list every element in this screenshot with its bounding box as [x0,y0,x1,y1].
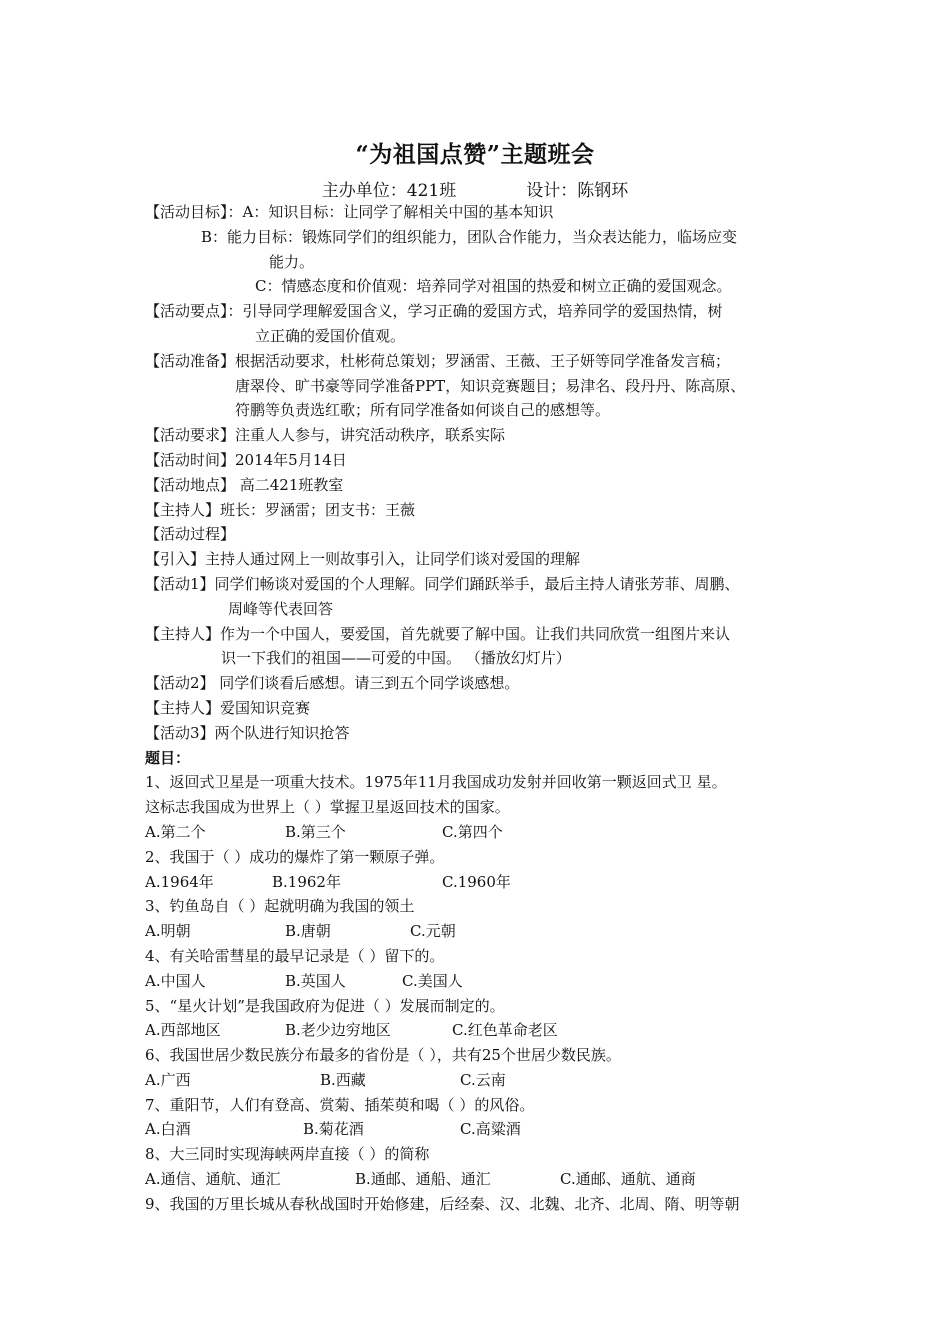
activity2: 【活动2】 同学们谈看后感想。请三到五个同学谈感想。 [145,674,520,693]
keypoints-line1: 【活动要点】：引导同学理解爱国含义，学习正确的爱国方式，培养同学的爱国热情，树 [145,302,723,321]
activity-place: 【活动地点】 高二421班教室 [145,475,344,494]
document-body [145,200,825,1217]
option-c: C.第四个 [442,822,503,841]
option-a: A.广西 [145,1070,191,1089]
question-2-options [145,870,825,895]
question-2: 2、我国于（ ）成功的爆炸了第一颗原子弹。 [145,847,445,866]
option-b: B.第三个 [285,822,346,841]
hosts: 【主持人】班长：罗涵雷；团支书：王薇 [145,500,416,519]
option-a: A.明朝 [145,922,191,941]
option-a: A.通信、通航、通汇 [145,1170,281,1189]
goal-c: C：情感态度和价值观：培养同学对祖国的热爱和树立正确的爱国观念。 [255,277,732,296]
question-8-options [145,1167,825,1192]
activity3: 【活动3】两个队进行知识抢答 [145,723,350,742]
question-3: 3、钓鱼岛自（ ）起就明确为我国的领土 [145,897,415,916]
question-3-options [145,919,825,944]
goal-a: A：知识目标：让同学了解相关中国的基本知识 [242,203,554,221]
question-6-options [145,1068,825,1093]
process-heading: 【活动过程】 [145,525,236,544]
option-a: A.第二个 [145,822,206,841]
option-b: B.菊花酒 [303,1120,364,1139]
document-title: “为祖国点赞”主题班会 [355,141,595,168]
option-b: B.西藏 [320,1070,366,1089]
option-b: B.通邮、通船、通汇 [355,1170,491,1189]
option-c: C.高粱酒 [460,1120,521,1139]
question-7-options [145,1117,825,1142]
question-5-options [145,1018,825,1043]
document-subtitle [0,176,950,201]
activity1-line2: 周峰等代表回答 [228,599,334,618]
option-c: C.美国人 [402,971,463,990]
question-1: 1、返回式卫星是一项重大技术。1975年11月我国成功发射并回收第一颗返回式卫 星。 [145,773,727,792]
goals-label: 【活动目标】： [145,203,243,221]
prep-line2: 唐翠伶、旷书豪等同学准备PPT，知识竞赛题目；易津名、段丹丹、陈高原、 [235,376,746,395]
questions-heading: 题目： [145,748,191,767]
option-a: A.中国人 [145,971,206,990]
question-8: 8、大三同时实现海峡两岸直接（ ）的简称 [145,1145,430,1164]
option-b: B.英国人 [285,971,346,990]
requirements: 【活动要求】注重人人参与，讲究活动秩序，联系实际 [145,426,506,445]
option-c: C.云南 [460,1070,506,1089]
question-9: 9、我国的万里长城从春秋战国时开始修建，后经秦、汉、北魏、北齐、北周、隋、明等朝 [145,1194,740,1213]
goal-b-line1: B：能力目标：锻炼同学们的组织能力，团队合作能力，当众表达能力，临场应变 [201,227,738,246]
question-4: 4、有关哈雷彗星的最早记录是（ ）留下的。 [145,946,445,965]
option-a: A.白酒 [145,1120,191,1139]
question-6: 6、我国世居少数民族分布最多的省份是（ ），共有25个世居少数民族。 [145,1046,621,1065]
question-4-options [145,969,825,994]
question-5: 5、“星火计划”是我国政府为促进（ ）发展而制定的。 [145,996,505,1015]
option-c: C.通邮、通航、通商 [560,1170,696,1189]
host-unit: 主办单位：421班 [321,181,457,201]
activity-time: 【活动时间】2014年5月14日 [145,450,347,469]
keypoints-line2: 立正确的爱国价值观。 [255,326,406,345]
host-speech-line2: 识一下我们的祖国——可爱的中国。 （播放幻灯片） [221,649,571,668]
question-1-options [145,820,825,845]
option-b: B.唐朝 [285,922,331,941]
option-a: A.1964年 [145,872,214,891]
goals-line [145,200,825,225]
activity1-line1: 【活动1】同学们畅谈对爱国的个人理解。同学们踊跃举手，最后主持人请张芳菲、周鹏、 [145,574,740,593]
host-quiz: 【主持人】爱国知识竞赛 [145,698,311,717]
prep-line1: 【活动准备】根据活动要求，杜彬荷总策划；罗涵雷、王薇、王子妍等同学准备发言稿； [145,351,731,370]
intro: 【引入】主持人通过网上一则故事引入，让同学们谈对爱国的理解 [145,550,581,569]
option-c: C.红色革命老区 [452,1021,558,1040]
option-b: B.老少边穷地区 [285,1021,391,1040]
host-speech-line1: 【主持人】作为一个中国人，要爱国，首先就要了解中国。让我们共同欣赏一组图片来认 [145,624,731,643]
option-b: B.1962年 [272,872,341,891]
option-c: C.1960年 [442,872,511,891]
prep-line3: 符鹏等负责选红歌；所有同学准备如何谈自己的感想等。 [235,401,611,420]
question-7: 7、重阳节，人们有登高、赏菊、插茱萸和喝（ ）的风俗。 [145,1095,535,1114]
designer: 设计：陈钢环 [526,181,629,201]
option-a: A.西部地区 [145,1021,221,1040]
option-c: C.元朝 [410,922,456,941]
goal-b-line2: 能力。 [269,252,315,271]
question-1-cont: 这标志我国成为世界上（ ）掌握卫星返回技术的国家。 [145,798,510,817]
